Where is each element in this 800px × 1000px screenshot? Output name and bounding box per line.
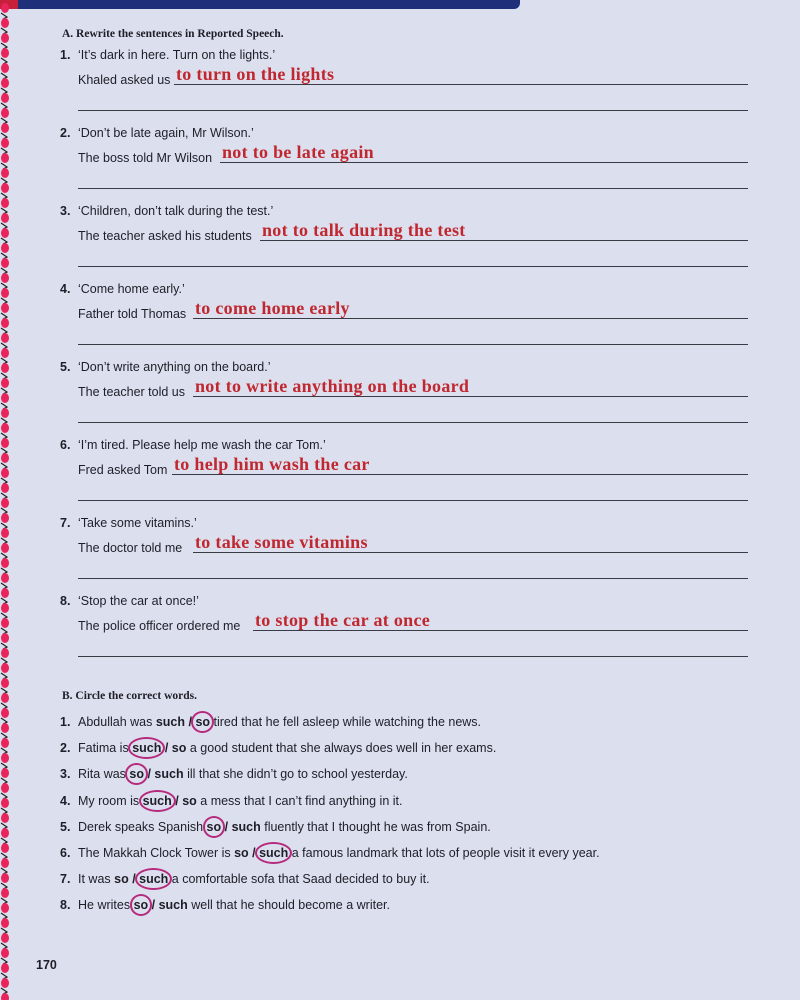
item-number: 1. xyxy=(60,715,71,729)
option-2[interactable]: such xyxy=(158,898,188,913)
answer-line[interactable] xyxy=(172,474,748,475)
handwritten-answer: to stop the car at once xyxy=(255,610,431,630)
circle-exercise-item xyxy=(60,794,402,808)
spiral-binding xyxy=(0,0,24,1000)
circle-exercise-item xyxy=(60,741,496,755)
sentence-end: a mess that I can’t find anything in it. xyxy=(196,793,403,808)
option-1[interactable]: so xyxy=(234,846,249,860)
reported-speech-prefix: The doctor told me xyxy=(78,541,183,555)
circle-exercise-item xyxy=(60,898,390,912)
handwritten-answer: to come home early xyxy=(195,298,350,318)
question-number: 6. xyxy=(60,438,71,452)
section-a-heading: A. Rewrite the sentences in Reported Speech. xyxy=(62,28,284,40)
handwritten-answer: to help him wash the car xyxy=(174,454,370,474)
option-separator: / xyxy=(171,793,183,808)
sentence-end: a comfortable sofa that Saad decided to buy it. xyxy=(168,872,430,887)
option-separator: / xyxy=(161,741,172,756)
option-1[interactable]: so xyxy=(114,872,129,887)
reported-speech-prefix: The boss told Mr Wilson xyxy=(78,151,213,165)
question-number: 1. xyxy=(60,48,71,62)
option-separator: / xyxy=(185,715,196,729)
option-2[interactable]: such xyxy=(154,767,184,782)
reported-speech-prefix: Khaled asked us xyxy=(78,73,171,87)
sentence-start: He writes xyxy=(78,898,134,913)
direct-speech-quote: ‘Children, don’t talk during the test.’ xyxy=(78,204,274,218)
reported-speech-prefix: The teacher told us xyxy=(78,385,186,399)
direct-speech-quote: ‘It’s dark in here. Turn on the lights.’ xyxy=(78,48,276,62)
answer-line-extra[interactable] xyxy=(78,110,748,111)
answer-line-extra[interactable] xyxy=(78,344,748,345)
option-separator: / xyxy=(221,819,232,834)
answer-line-extra[interactable] xyxy=(78,656,748,657)
item-number: 2. xyxy=(60,741,71,756)
sentence-end: a famous landmark that lots of people visit it every year. xyxy=(288,846,600,860)
option-1[interactable]: such xyxy=(132,741,162,756)
circle-exercise-item xyxy=(60,846,600,860)
item-number: 7. xyxy=(60,872,71,887)
answer-line-extra[interactable] xyxy=(78,500,748,501)
handwritten-answer: not to talk during the test xyxy=(262,220,466,240)
circle-exercise-item xyxy=(60,872,430,886)
answer-line[interactable] xyxy=(193,396,748,397)
direct-speech-quote: ‘Don’t write anything on the board.’ xyxy=(78,360,271,374)
reported-speech-prefix: The teacher asked his students xyxy=(78,229,252,243)
option-2[interactable]: such xyxy=(259,846,289,860)
item-number: 3. xyxy=(60,767,71,782)
top-decorative-band xyxy=(0,0,520,9)
option-separator: / xyxy=(148,898,159,913)
sentence-start: My room is xyxy=(78,793,143,808)
item-number: 6. xyxy=(60,846,71,860)
circle-exercise-item xyxy=(60,715,481,729)
question-number: 2. xyxy=(60,126,71,140)
option-2[interactable]: so xyxy=(182,793,197,808)
direct-speech-quote: ‘Come home early.’ xyxy=(78,282,185,296)
sentence-end: fluently that I thought he was from Spain. xyxy=(260,819,491,834)
answer-line-extra[interactable] xyxy=(78,422,748,423)
sentence-start: It was xyxy=(78,872,115,887)
direct-speech-quote: ‘Take some vitamins.’ xyxy=(78,516,197,530)
item-number: 5. xyxy=(60,819,71,834)
sentence-start: Fatima is xyxy=(78,741,133,756)
question-number: 7. xyxy=(60,516,71,530)
option-separator: / xyxy=(248,846,260,860)
question-number: 3. xyxy=(60,204,71,218)
option-1[interactable]: such xyxy=(142,793,172,808)
direct-speech-quote: ‘I’m tired. Please help me wash the car Tom.’ xyxy=(78,438,326,452)
handwritten-answer: to take some vitamins xyxy=(195,532,368,552)
circle-exercise-item xyxy=(60,820,491,834)
answer-line[interactable] xyxy=(193,552,748,553)
question-number: 4. xyxy=(60,282,71,296)
item-number: 8. xyxy=(60,898,71,913)
option-1[interactable]: so xyxy=(133,898,149,913)
reported-speech-prefix: Fred asked Tom xyxy=(78,463,168,477)
option-1[interactable]: so xyxy=(206,819,222,834)
sentence-start: The Makkah Clock Tower is xyxy=(78,846,235,860)
sentence-end: ill that she didn’t go to school yesterday. xyxy=(183,767,408,782)
sentence-start: Rita was xyxy=(78,767,130,782)
handwritten-answer: not to write anything on the board xyxy=(195,376,470,396)
question-number: 5. xyxy=(60,360,71,374)
answer-line-extra[interactable] xyxy=(78,188,748,189)
answer-line[interactable] xyxy=(193,318,748,319)
handwritten-answer: not to be late again xyxy=(222,142,374,162)
sentence-start: Abdullah was xyxy=(78,715,156,729)
answer-line-extra[interactable] xyxy=(78,266,748,267)
option-separator: / xyxy=(144,767,155,782)
option-2[interactable]: such xyxy=(139,872,169,887)
option-2[interactable]: so xyxy=(195,715,211,729)
item-number: 4. xyxy=(60,793,71,808)
answer-line[interactable] xyxy=(174,84,748,85)
answer-line[interactable] xyxy=(260,240,748,241)
sentence-start: Derek speaks Spanish xyxy=(78,819,207,834)
sentence-end: tired that he fell asleep while watching the news. xyxy=(210,715,482,729)
option-1[interactable]: so xyxy=(129,767,144,782)
direct-speech-quote: ‘Don’t be late again, Mr Wilson.’ xyxy=(78,126,254,140)
question-number: 8. xyxy=(60,594,71,608)
page-number: 170 xyxy=(36,958,57,972)
answer-line-extra[interactable] xyxy=(78,578,748,579)
reported-speech-prefix: Father told Thomas xyxy=(78,307,187,321)
reported-speech-prefix: The police officer ordered me xyxy=(78,619,241,633)
option-2[interactable]: such xyxy=(231,819,261,834)
sentence-end: well that he should become a writer. xyxy=(187,898,390,913)
circle-exercise-item xyxy=(60,767,408,781)
handwritten-answer: to turn on the lights xyxy=(176,64,335,84)
section-b-heading: B. Circle the correct words. xyxy=(62,690,197,702)
option-1[interactable]: such xyxy=(155,715,186,729)
sentence-end: a good student that she always does well in her exams. xyxy=(186,741,497,756)
direct-speech-quote: ‘Stop the car at once!’ xyxy=(78,594,199,608)
answer-line[interactable] xyxy=(220,162,748,163)
option-separator: / xyxy=(128,872,140,887)
answer-line[interactable] xyxy=(253,630,748,631)
option-2[interactable]: so xyxy=(171,741,187,756)
